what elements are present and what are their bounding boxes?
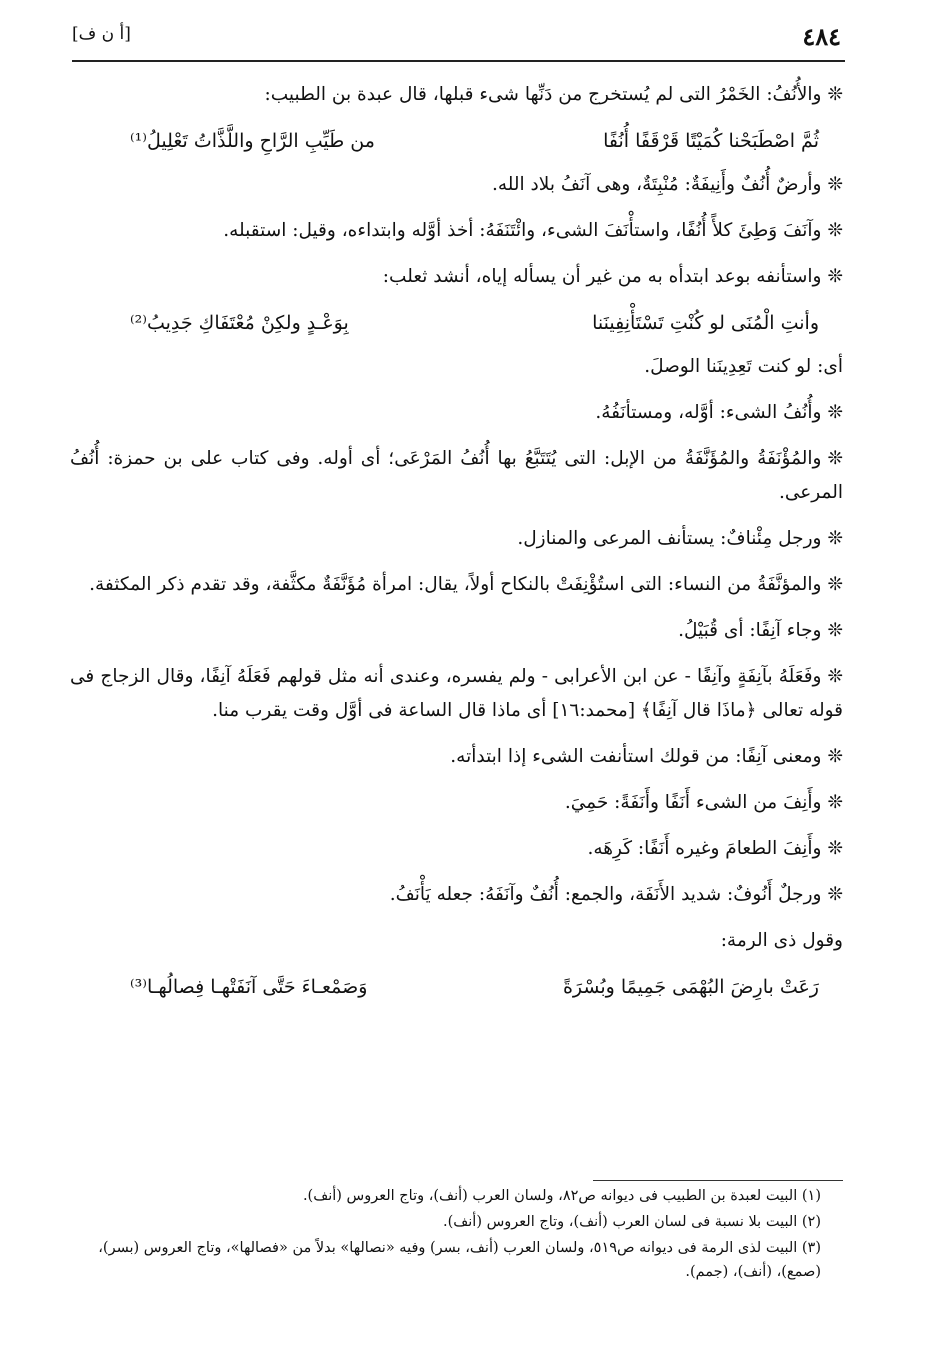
entry-star-icon: ❊ <box>827 84 843 105</box>
page-number: ٤٨٤ <box>802 22 841 51</box>
entry-paragraph <box>70 786 843 820</box>
entry-star-icon: ❊ <box>827 448 843 469</box>
entry-paragraph <box>70 78 843 112</box>
entry-star-icon: ❊ <box>827 266 843 287</box>
entry-paragraph <box>70 214 843 248</box>
entry-text: وأُنُفُ الشىء: أوَّله، ومستأنَفُهُ. <box>595 402 822 423</box>
entry-text: وأَنِفَ الطعامَ وغيره أَنَفًا: كَرِهَه. <box>587 838 822 859</box>
entry-text: وأرضٌ أُنُفٌ وأَنِيفَةٌ: مُنْبِتَةٌ، وهى آنَفُ بلاد الله. <box>491 174 822 195</box>
entry-paragraph <box>70 260 843 294</box>
entry-star-icon: ❊ <box>827 402 843 423</box>
entry-star-icon: ❊ <box>827 838 843 859</box>
footnote: (١) البيت لعبدة بن الطبيب فى ديوانه ص٨٢، ولسان العرب (أنف)، وتاج العروس (أنف). <box>302 1188 821 1204</box>
citation-intro: وقول ذى الرمة: <box>720 930 843 951</box>
header-rule <box>72 60 845 62</box>
footnote-rule <box>593 1180 843 1181</box>
entry-text: والمؤنَّفَةُ من النساء: التى استُؤْنِفَتْ بالنكاح أولاً، يقال: امرأة مُؤَنَّفَةٌ مكثَّفة، وقد تقدم ذكر المكثفة. <box>89 574 822 595</box>
entry-paragraph <box>70 522 843 556</box>
entry-star-icon: ❊ <box>827 620 843 641</box>
entry-text: وجاء آنِفًا: أى قُبَيْلُ. <box>678 620 822 641</box>
entry-star-icon: ❊ <box>827 574 843 595</box>
entry-star-icon: ❊ <box>827 746 843 767</box>
entry-star-icon: ❊ <box>827 884 843 905</box>
verse-second-hemistich: من طَيِّبِ الرَّاحِ واللَّذَّاتُ تَعْلِيلُ⁽¹⁾ <box>130 130 375 152</box>
verse-first-hemistich: ثُمَّ اصْطَبَحْنا كُمَيْتًا قَرْقَفًا أُنُفًا <box>603 130 819 152</box>
verse-line <box>130 306 819 340</box>
verse-line <box>130 124 819 158</box>
entry-paragraph <box>70 396 843 430</box>
footnote: (٣) البيت لذى الرمة فى ديوانه ص٥١٩، ولسان العرب (أنف، بسر) وفيه «نصالها» بدلاً من «فصالها»، وتاج العروس (بسر)، (صمع)، (أنف)، (جمم). <box>98 1240 821 1280</box>
gloss-line: أى: لو كنت تَعِدِينَنا الوصلَ. <box>644 356 843 377</box>
entry-paragraph <box>70 832 843 866</box>
entry-text: واستأنفه بوعد ابتدأه به من غير أن يسأله إياه، أنشد ثعلب: <box>382 266 822 287</box>
entry-paragraph <box>70 442 843 510</box>
verse-line <box>130 970 819 1004</box>
verse-first-hemistich: وأنتِ الْمُنَى لو كُنْتِ تَسْتَأْنِفِينَنا <box>592 312 819 334</box>
entry-text: ورجلٌ أَنُوفٌ: شديد الأَنَفَة، والجمع: أُنُفٌ وآنَفَهُ: جعله يَأْنَفُ. <box>389 884 822 905</box>
entry-text: وآنَفَ وَطِئَ كلأً أُنُفًا، واستأْنَفَ الشىء، وائْتَنَفَهُ: أخذ أوَّله وابتداءه، وقيل: استقبله. <box>223 220 822 241</box>
entry-text: والمُؤْنَفَةُ والمُؤَنَّفَةُ من الإبل: التى يُتَتَبَّعُ بها أُنُفُ المَرْعَى؛ أى أوله. وفى كتاب على بن حمزة: أُنُفُ المرعى. <box>70 448 843 503</box>
entry-star-icon: ❊ <box>827 792 843 813</box>
verse-first-hemistich: رَعَتْ بارِضَ البُهْمَى جَمِيمًا وبُسْرَةً <box>562 976 819 998</box>
entry-paragraph <box>70 568 843 602</box>
verse-second-hemistich: بِوَعْـدٍ ولكِنْ مُعْتَفَاكِ جَدِيبُ⁽²⁾ <box>130 312 349 334</box>
entry-star-icon: ❊ <box>827 174 843 195</box>
entry-star-icon: ❊ <box>827 528 843 549</box>
page-header <box>72 22 841 54</box>
entry-text: ورجل مِئْنافٌ: يستأنف المرعى والمنازل. <box>517 528 822 549</box>
running-head: [أ ن ف] <box>72 24 131 44</box>
entry-paragraph <box>70 740 843 774</box>
verse-second-hemistich: وَصَمْعـاءَ حَتَّى آنَفَتْهـا فِصالُهـا⁽³⁾ <box>130 976 368 998</box>
entry-star-icon: ❊ <box>827 666 843 687</box>
footnotes <box>70 1184 821 1286</box>
entry-paragraph <box>70 878 843 912</box>
entry-paragraph <box>70 614 843 648</box>
footnote: (٢) البيت بلا نسبة فى لسان العرب (أنف)، وتاج العروس (أنف). <box>442 1214 821 1230</box>
entry-text: وفَعَلَهُ بآنِفَةٍ وآنِفًا - عن ابن الأعرابى - ولم يفسره، وعندى أنه مثل قولهم فَعَلَهُ آنِفًا، وقال الزجاج فى قوله تعالى ﴿ماذَا قال آنِفًا﴾ [محمد:١٦] أى ماذا قال الساعة فى أوَّل وقت يقرب منا. <box>70 666 843 721</box>
entry-paragraph <box>70 660 843 728</box>
entry-star-icon: ❊ <box>827 220 843 241</box>
page-body <box>70 78 843 1014</box>
entry-paragraph <box>70 168 843 202</box>
entry-text: ومعنى آنِفًا: من قولك استأنفت الشىء إذا ابتدأته. <box>450 746 822 767</box>
entry-text: وأَنِفَ من الشىء أَنَفًا وأَنَفَةً: حَمِيَ. <box>564 792 822 813</box>
entry-text: والأُنُفُ: الخَمْرُ التى لم يُستخرج من دَنِّها شىء قبلها، قال عبدة بن الطبيب: <box>264 84 822 105</box>
